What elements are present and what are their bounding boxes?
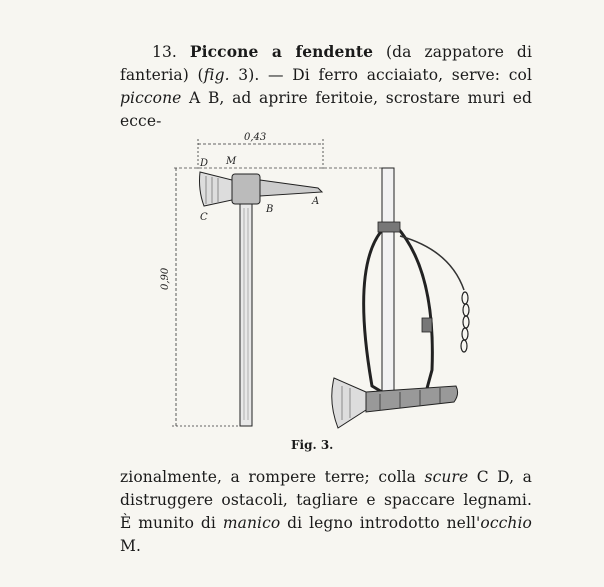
section-title: Piccone a fendente — [189, 42, 374, 61]
tool-handle — [240, 204, 252, 426]
figure-caption: Fig. 3. — [291, 438, 334, 452]
strap-buckle — [378, 222, 400, 232]
paragraph-text: zionalmente, a rompere terre; colla — [120, 468, 425, 486]
term-occhio: occhio — [480, 514, 532, 532]
term-manico: manico — [222, 514, 281, 532]
label-B: B — [266, 204, 274, 215]
width-dimension-label: 0,43 — [244, 132, 267, 143]
paragraph-text: C D, a distruggere ostacoli, tagliare e spaccare legnami. È munito di — [120, 468, 532, 532]
pick-spike — [260, 180, 322, 196]
carry-axe-blade — [332, 378, 366, 428]
term-scure: scure — [424, 468, 469, 486]
paragraph-text: M. — [120, 537, 141, 555]
paragraph-text: (da zappatore di fanteria) ( — [120, 43, 532, 84]
paragraph-bottom — [120, 466, 532, 558]
paragraph-top — [120, 40, 532, 133]
height-dimension-label: 0,90 — [160, 267, 171, 290]
paragraph-text: 3). — Di ferro acciaiato, serve: col — [229, 66, 532, 84]
label-C: C — [200, 212, 208, 223]
figure-illustration — [160, 130, 480, 440]
paragraph-text: di legno introdotto nell' — [280, 514, 481, 532]
carry-strap-right — [396, 226, 432, 392]
section-number: 13. — [152, 43, 177, 61]
tool-eye — [232, 174, 260, 204]
label-M: M — [226, 156, 237, 167]
chain-links — [461, 292, 469, 352]
strap-buckle — [422, 318, 432, 332]
paragraph-text: A B, ad aprire feritoie, scrostare muri ed ecce- — [120, 89, 532, 130]
fig-reference: fig. — [203, 66, 230, 84]
carry-handle — [382, 168, 394, 400]
axe-blade — [200, 172, 233, 206]
pickaxe-drawing — [160, 130, 480, 440]
label-D: D — [200, 158, 209, 169]
term-piccone: piccone — [120, 89, 182, 107]
label-A: A — [312, 196, 320, 207]
